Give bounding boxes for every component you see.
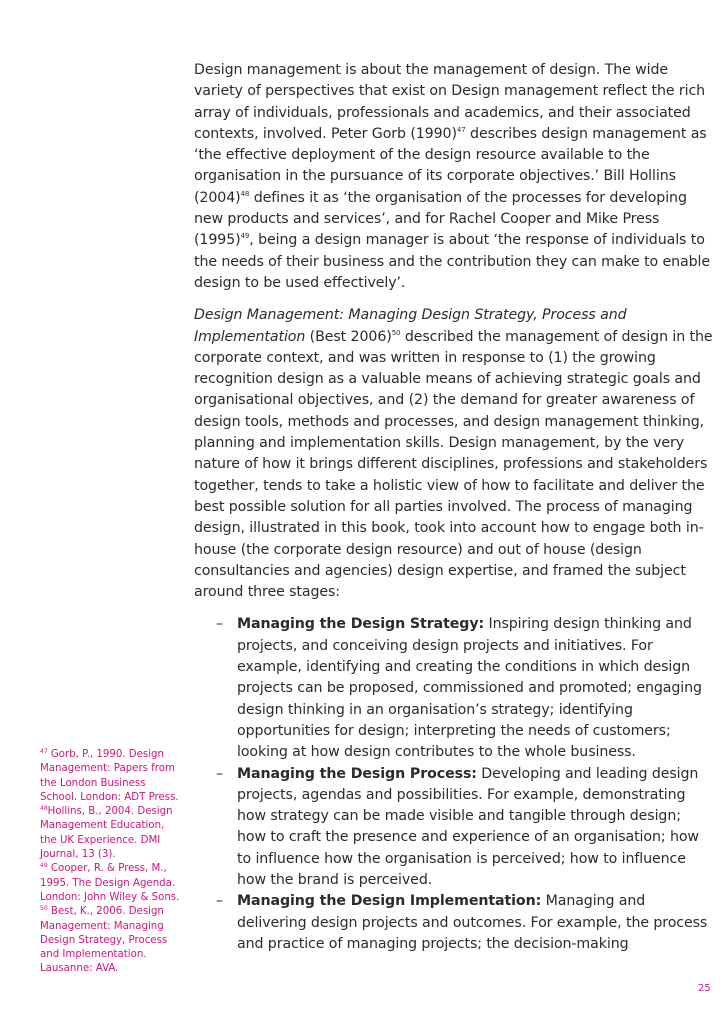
book-title: Design Management: Managing Design Strategy, Process and Implementation bbox=[194, 307, 627, 345]
footnote-50 bbox=[40, 905, 180, 976]
footnote-49 bbox=[40, 862, 180, 905]
footnote-text: Best, K., 2006. Design Management: Managing Design Strategy, Process and Implementation. Lausanne: AVA. bbox=[40, 906, 168, 975]
paragraph-design-management-definitions bbox=[194, 60, 714, 294]
paragraph-book-overview bbox=[194, 305, 714, 603]
footnote-number: 49 bbox=[40, 862, 48, 870]
stage-description: Managing and delivering design projects and outcomes. For example, the process and practice of managing projects; the decision-making bbox=[237, 893, 708, 952]
para1-text-4: , being a design manager is about ‘the response of individuals to the needs of their business and the contribution they can make to enable design to be used effectively’. bbox=[194, 232, 711, 291]
footnote-text: Gorb, P., 1990. Design Management: Papers from the London Business School. London: ADT Press. bbox=[40, 749, 179, 803]
footnote-number: 50 bbox=[40, 905, 48, 913]
para2-text-2: described the management of design in the corporate context, and was written in response to (1) the growing recognition design as a valuable means of achieving strategic goals and organisational objectives, and (2) the demand for greater awareness of design tools, methods and processes, and design management thinking, planning and implementation skills. Design management, by the very nature of how it brings different disciplines, professions and stakeholders together, tends to take a holistic view of how to facilitate and deliver the best possible solution for all parties involved. The process of managing design, illustrated in this book, took into account how to engage both in-house (the corporate design resource) and out of house (design consultancies and agencies) design expertise, and framed the subject around three stages: bbox=[194, 328, 713, 601]
footnote-ref-47[interactable]: 47 bbox=[456, 125, 466, 134]
stage-description: Inspiring design thinking and projects, and conceiving design projects and initiatives. For example, identifying and creating the conditions in which design projects can be proposed, commissioned and promoted; engaging design thinking in an organisation’s strategy; identifying opportunities for design; interpreting the needs of customers; looking at how design contributes to the whole business. bbox=[237, 616, 702, 761]
dash-bullet: – bbox=[216, 765, 223, 782]
main-text-column bbox=[194, 60, 714, 955]
footnotes-sidebar bbox=[40, 748, 180, 977]
para1-text-3: defines it as ‘the organisation of the processes for developing new products and services’, and for Rachel Cooper and Mike Press (1995) bbox=[194, 189, 687, 249]
design-stages-list bbox=[194, 614, 714, 955]
stage-heading: Managing the Design Process: bbox=[237, 765, 477, 782]
dash-bullet: – bbox=[216, 616, 223, 633]
para1-text-2: describes design management as ‘the effective deployment of the design resource available to the organisation in the pursuance of its corporate objectives.’ Bill Hollins (2004) bbox=[194, 125, 707, 206]
footnote-ref-48[interactable]: 48 bbox=[240, 189, 250, 198]
footnote-text: Cooper, R. & Press, M., 1995. The Design Agenda. London: John Wiley & Sons. bbox=[40, 863, 180, 903]
list-item-design-implementation bbox=[194, 891, 714, 955]
list-item-design-process bbox=[194, 764, 714, 892]
dash-bullet: – bbox=[216, 893, 223, 910]
para2-text-1: (Best 2006) bbox=[305, 328, 392, 345]
footnote-ref-49[interactable]: 49 bbox=[240, 232, 250, 241]
footnote-47 bbox=[40, 748, 180, 805]
footnote-text: Hollins, B., 2004. Design Management Education, the UK Experience. DMI Journal, 13 (3). bbox=[40, 806, 173, 861]
stage-heading: Managing the Design Strategy: bbox=[237, 616, 485, 633]
footnote-48 bbox=[40, 805, 180, 862]
footnote-ref-50[interactable]: 50 bbox=[391, 328, 401, 337]
list-item-design-strategy bbox=[194, 614, 714, 763]
footnote-number: 48 bbox=[40, 805, 48, 813]
stage-heading: Managing the Design Implementation: bbox=[237, 893, 542, 910]
page-number: 25 bbox=[698, 983, 711, 994]
footnote-number: 47 bbox=[40, 748, 48, 755]
para1-text-1: Design management is about the management of design. The wide variety of perspectives that exist on Design management reflect the rich array of individuals, professionals and academics, and their associated contexts, involved. Peter Gorb (1990) bbox=[194, 62, 706, 142]
stage-description: Developing and leading design projects, agendas and possibilities. For example, demonstrating how strategy can be made visible and tangible through design; how to craft the presence and experience of an organisation; how to influence how the organisation is perceived; how to influence how the brand is perceived. bbox=[237, 765, 699, 888]
